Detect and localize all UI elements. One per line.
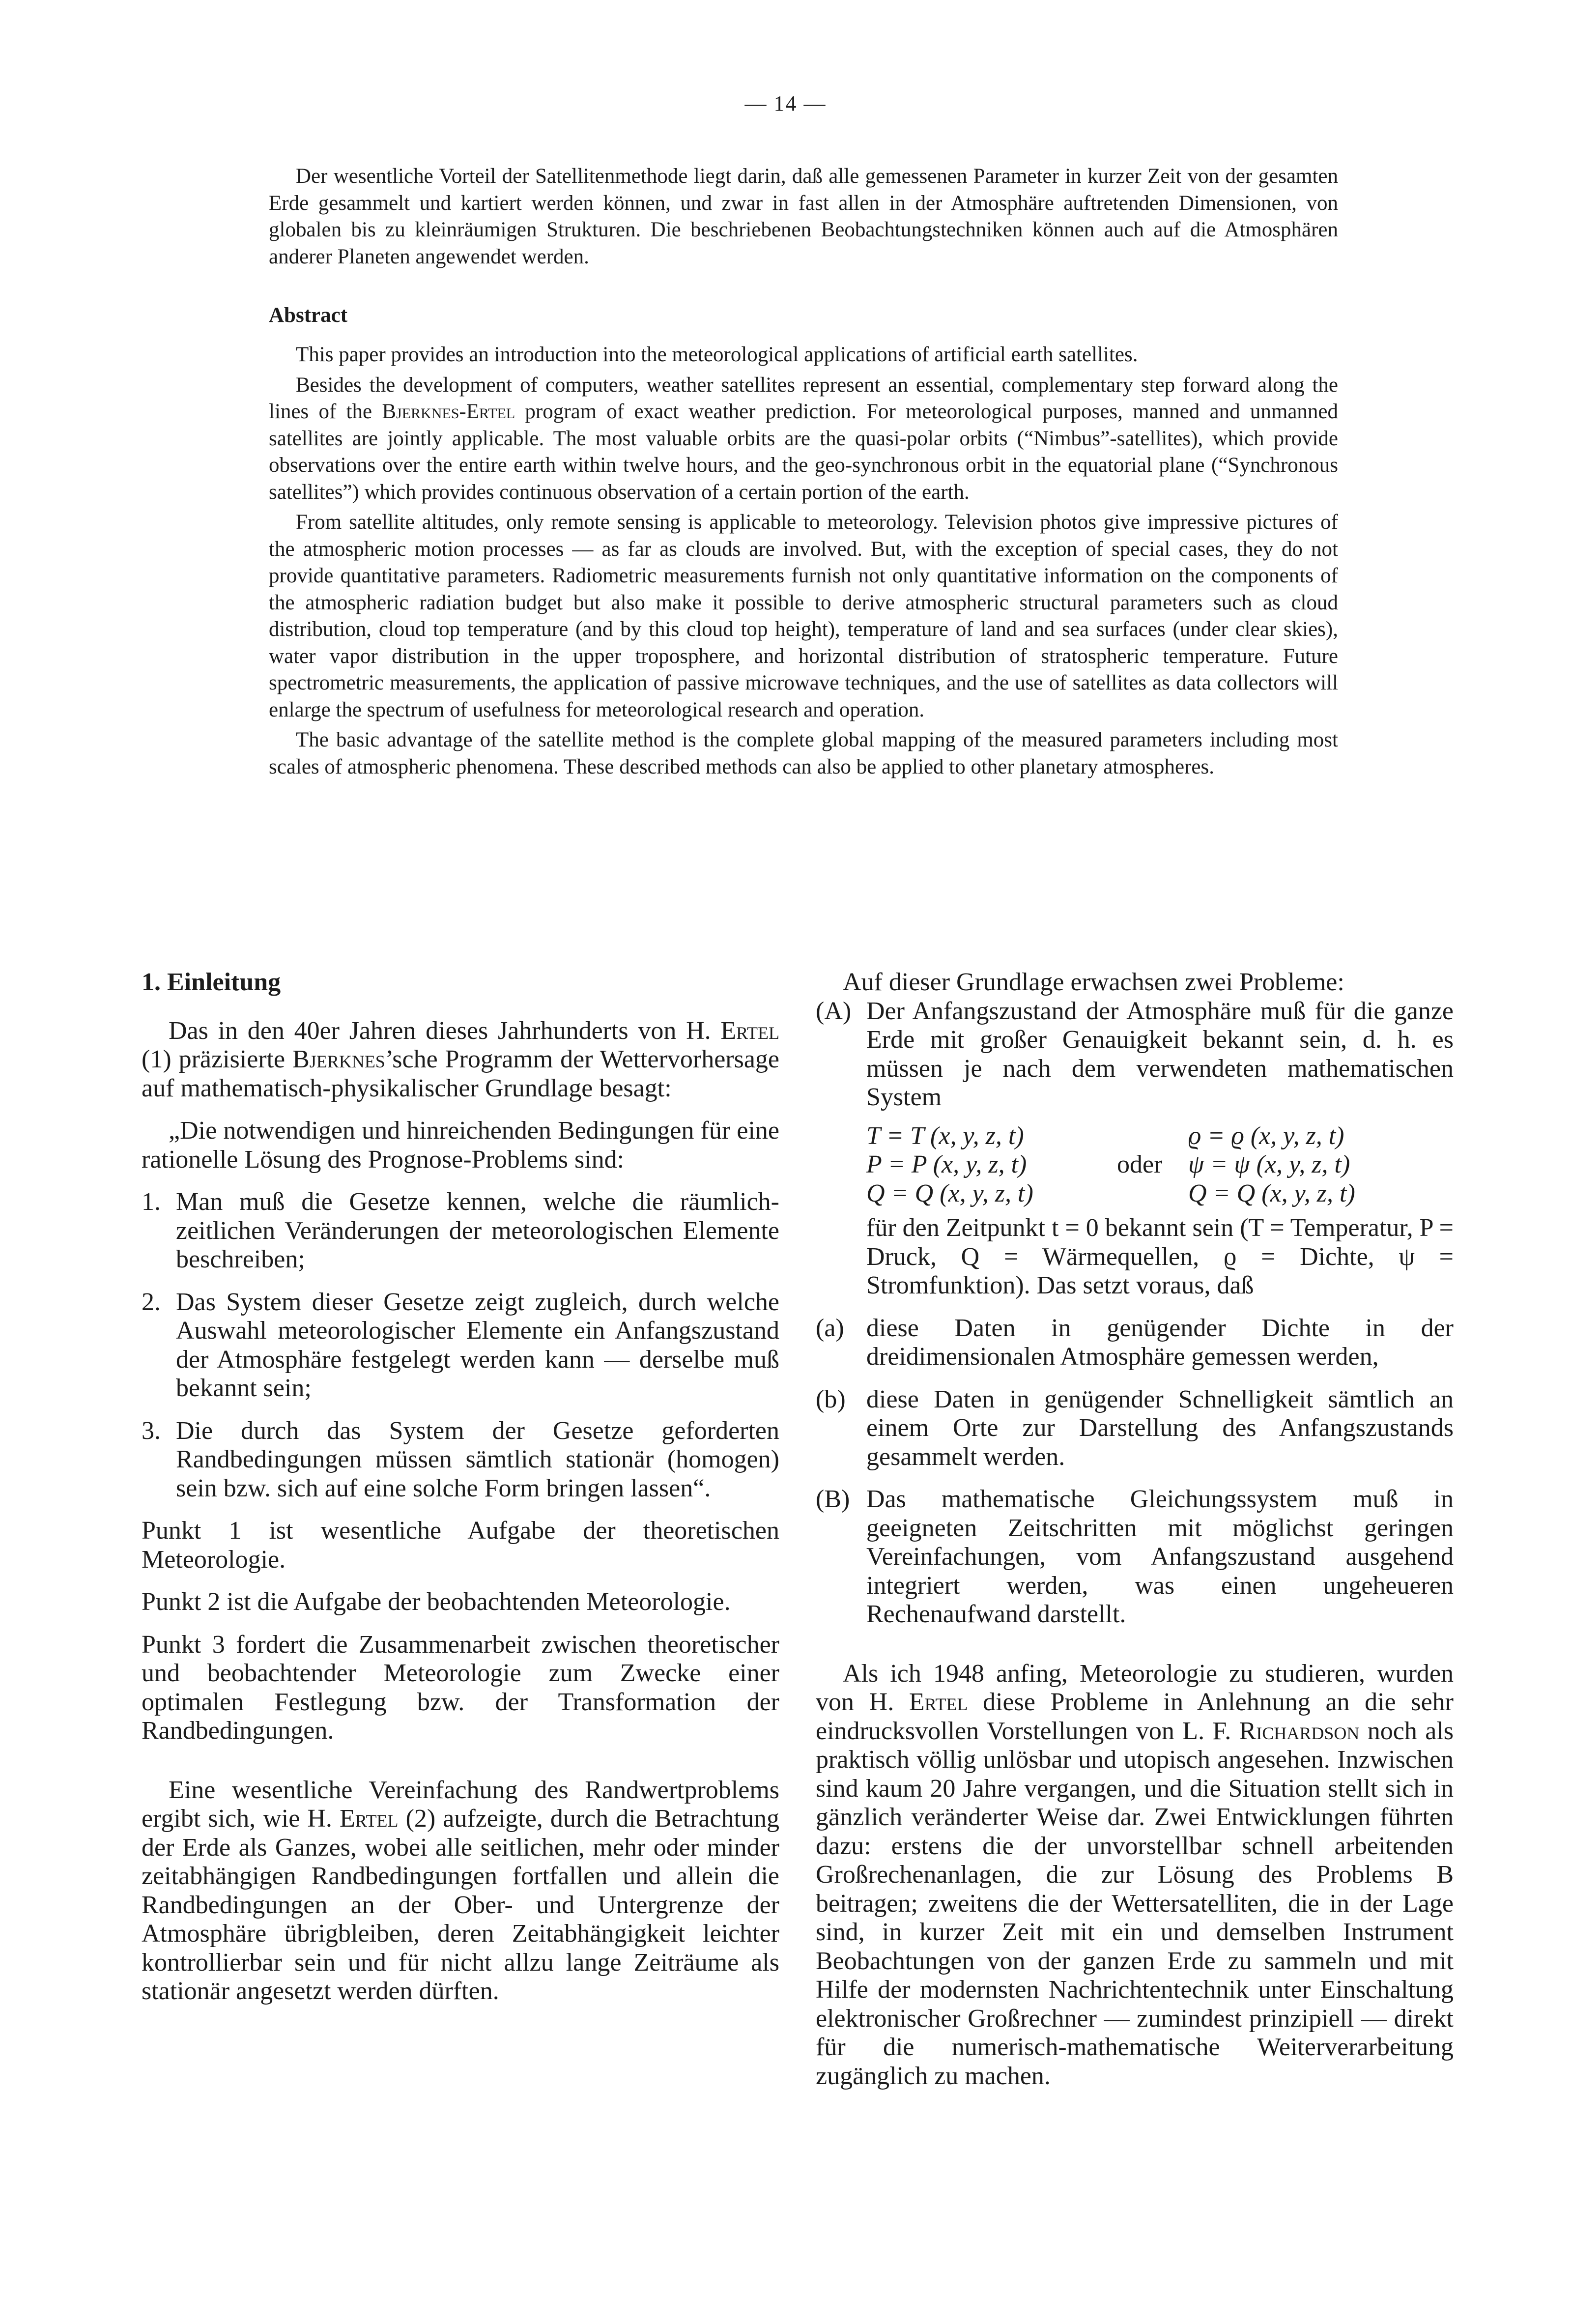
sub-item-label: (b) [816,1385,846,1413]
formula-left: P = P (x, y, z, t) [866,1150,1027,1178]
formula-left: Q = Q (x, y, z, t) [866,1179,1033,1207]
punkt-2-paragraph: Punkt 2 ist die Aufgabe der beobachtenden Meteorologie. [142,1588,731,1616]
page-number: — 14 — [744,91,827,115]
sub-item [816,1385,1454,1472]
quote-paragraph: „Die notwendigen und hinreichenden Bedingungen für eine rationelle Lösung des Prognose-Problems sind: [142,1117,779,1174]
abstract-heading: Abstract [269,304,348,327]
german-summary [269,163,1338,270]
sub-item-text: diese Daten in genügender Schnelligkeit sämtlich an einem Orte zur Darstellung des Anfangszustands gesammelt werden. [866,1385,1454,1471]
list-item [142,1417,779,1503]
after-formula-text: für den Zeitpunkt t = 0 bekannt sein (T = Temperatur, P = Druck, Q = Wärmequellen, ϱ = Dichte, ψ = Stromfunktion). Das setzt voraus, daß [866,1214,1454,1299]
text-run: noch als praktisch völlig unlösbar und utopisch angesehen. Inzwischen sind kaum 20 Jahre vergangen, und die Situation stellt sich in gänzlich veränderter Weise dar. Zwei Entwicklungen führten dazu: erstens die der unvorstellbar schnell arbeitenden Großrechenanlagen, die zur Lösung des Problems B beitragen; zweitens die der Wettersatelliten, die in der Lage sind, in kurzer Zeit mit ein und demselben Instrument Beobachtungen von der ganzen Erde zu sammeln und mit Hilfe der modernsten Nachrichtentechnik unter Einschaltung elektronischer Großrechner — zumindest prinzipiell — direkt für die numerisch-mathematische Weiterverarbeitung zugänglich zu machen. [816,1717,1454,2090]
problems-intro: Auf dieser Grundlage erwachsen zwei Probleme: [843,968,1344,996]
text-run: Besides the development of computers, weather satellites represent an essential, complementary step forward along the lines of the [269,373,1338,423]
text-run: (1) präzisierte [142,1045,293,1073]
text-run: ’sche Programm der Wettervorhersage auf mathematisch-physikalischer Grundlage besagt: [142,1045,779,1102]
formula-right: Q = Q (x, y, z, t) [1188,1179,1355,1207]
abstract-paragraph-1: This paper provides an introduction into the meteorological applications of artificial earth satellites. [296,343,1138,366]
problem-b-label: (B) [816,1485,850,1513]
formula-spacer [1117,1122,1188,1151]
problem-a-label: (A) [816,997,852,1025]
abstract-body [269,342,1338,784]
sub-item-text: diese Daten in genügender Dichte in der dreidimensionalen Atmosphäre gemessen werden, [866,1314,1454,1371]
author-name: Ertel [909,1688,968,1716]
formula-row [866,1122,1454,1151]
text-run: Das in den 40er Jahren dieses Jahrhunderts von H. [169,1016,721,1045]
text-run: diese Probleme in Anlehnung an die sehr eindrucksvollen Vorstellungen von L. F. [816,1688,1454,1745]
abstract-paragraph-2 [269,372,1338,506]
list-item-label: 3. [142,1416,161,1445]
formula-row [866,1179,1454,1208]
text-run: program of exact weather prediction. For meteorological purposes, manned and unmanned satellites are jointly applicable. The most valuable orbits are the quasi-polar orbits (“Nimbus”-satellites), which provide observations over the entire earth within twelve hours, and the geo-synchronous orbit in the equatorial plane (“Synchronous satellites”) which provides continuous observation of a certain portion of the earth. [269,400,1338,504]
punkt-3-paragraph: Punkt 3 fordert die Zusammenarbeit zwischen theoretischer und beobachtender Meteorologie zum Zwecke einer optimalen Festlegung bzw. der Transformation der Randbedingungen. [142,1630,779,1745]
author-name: Bjerknes-Ertel [382,400,515,423]
sub-item [816,1314,1454,1372]
section-heading: 1. Einleitung [142,968,281,996]
author-name: Ertel [339,1805,399,1833]
formula-oder: oder [1117,1150,1163,1178]
list-item-label: 1. [142,1188,161,1216]
problem-a-text: Der Anfangszustand der Atmosphäre muß für die ganze Erde mit großer Genauigkeit bekannt sein, d. h. es müssen je nach dem verwendeten mathematischen System [866,997,1454,1111]
problem-b [816,1485,1454,1629]
formula-row [866,1150,1454,1179]
text-run: Eine wesentliche Vereinfachung des Randwertproblems ergibt sich, wie H. [142,1776,779,1833]
author-name: Ertel [720,1016,779,1045]
sub-item-label: (a) [816,1314,844,1342]
list-item-text: Das System dieser Gesetze zeigt zugleich, durch welche Auswahl meteorologischer Elemente ein Anfangszustand der Atmosphäre festgelegt werden kann — derselbe muß bekannt sein; [176,1288,779,1402]
punkt-1-paragraph: Punkt 1 ist wesentliche Aufgabe der theoretischen Meteorologie. [142,1517,779,1574]
german-summary-text: Der wesentliche Vorteil der Satellitenmethode liegt darin, daß alle gemessenen Parameter in kurzer Zeit von der gesamten Erde gesammelt und kartiert werden können, und zwar in fast allen in der Atmosphäre auftretenden Dimensionen, von globalen bis zu kleinräumigen Strukturen. Die beschriebenen Beobachtungstechniken können auch auf die Atmosphären anderer Planeten angewendet werden. [269,165,1338,268]
formula-block [866,1122,1454,1208]
abstract-paragraph-4: The basic advantage of the satellite method is the complete global mapping of the measured parameters including most scales of atmospheric phenomena. These described methods can also be applied to other planetary atmospheres. [269,728,1338,778]
formula-left: T = T (x, y, z, t) [866,1121,1024,1150]
text-run: (2) aufzeigte, durch die Betrachtung der Erde als Ganzes, wobei alle seitlichen, mehr oder minder zeitabhängigen Randbedingungen fortfallen und allein die Randbedingungen an der Ober- und Untergrenze der Atmosphäre übrigbleiben, deren Zeitabhängigkeit leichter kontrollierbar sein und für nicht allzu lange Zeiträume als stationär angesetzt werden dürften. [142,1805,779,2005]
closing-paragraph [142,1776,779,2006]
text-run: Als ich 1948 anfing, Meteorologie zu studieren, wurden von H. [816,1659,1454,1716]
formula-right: ϱ = ϱ (x, y, z, t) [1188,1121,1344,1150]
formula-spacer [1117,1179,1188,1208]
list-item-text: Die durch das System der Gesetze geforderten Randbedingungen müssen sämtlich stationär (homogen) sein bzw. sich auf eine solche Form bringen lassen“. [176,1416,779,1502]
intro-paragraph [142,1017,779,1103]
author-name: Richardson [1239,1717,1360,1745]
list-item [142,1288,779,1403]
list-item-text: Man muß die Gesetze kennen, welche die räumlich-zeitlichen Veränderungen der meteorologischen Elemente beschreiben; [176,1188,779,1273]
formula-right: ψ = ψ (x, y, z, t) [1188,1150,1350,1178]
right-column [816,968,1454,2091]
closing-paragraph [816,1660,1454,2091]
author-name: Bjerknes [292,1045,385,1073]
problem-a [816,997,1454,1112]
list-item-label: 2. [142,1288,161,1316]
left-column [142,968,779,2006]
list-item [142,1188,779,1274]
problem-b-text: Das mathematische Gleichungssystem muß in geeigneten Zeitschritten mit möglichst geringen Vereinfachungen, vom Anfangszustand ausgehend integriert werden, was einen ungeheueren Rechenaufwand darstellt. [866,1485,1454,1628]
abstract-paragraph-3: From satellite altitudes, only remote sensing is applicable to meteorology. Television photos give impressive pictures of the atmospheric motion processes — as far as clouds are involved. But, with the exception of special cases, they do not provide quantitative parameters. Radiometric measurements furnish not only quantitative information on the components of the atmospheric radiation budget but also make it possible to derive atmospheric structural parameters such as cloud distribution, cloud top temperature (and by this cloud top height), temperature of land and sea surfaces (under clear skies), water vapor distribution in the upper troposphere, and horizontal distribution of stratospheric temperature. Future spectrometric measurements, the application of passive microwave techniques, and the use of satellites as data collectors will enlarge the spectrum of usefulness for meteorological research and operation. [269,511,1338,721]
